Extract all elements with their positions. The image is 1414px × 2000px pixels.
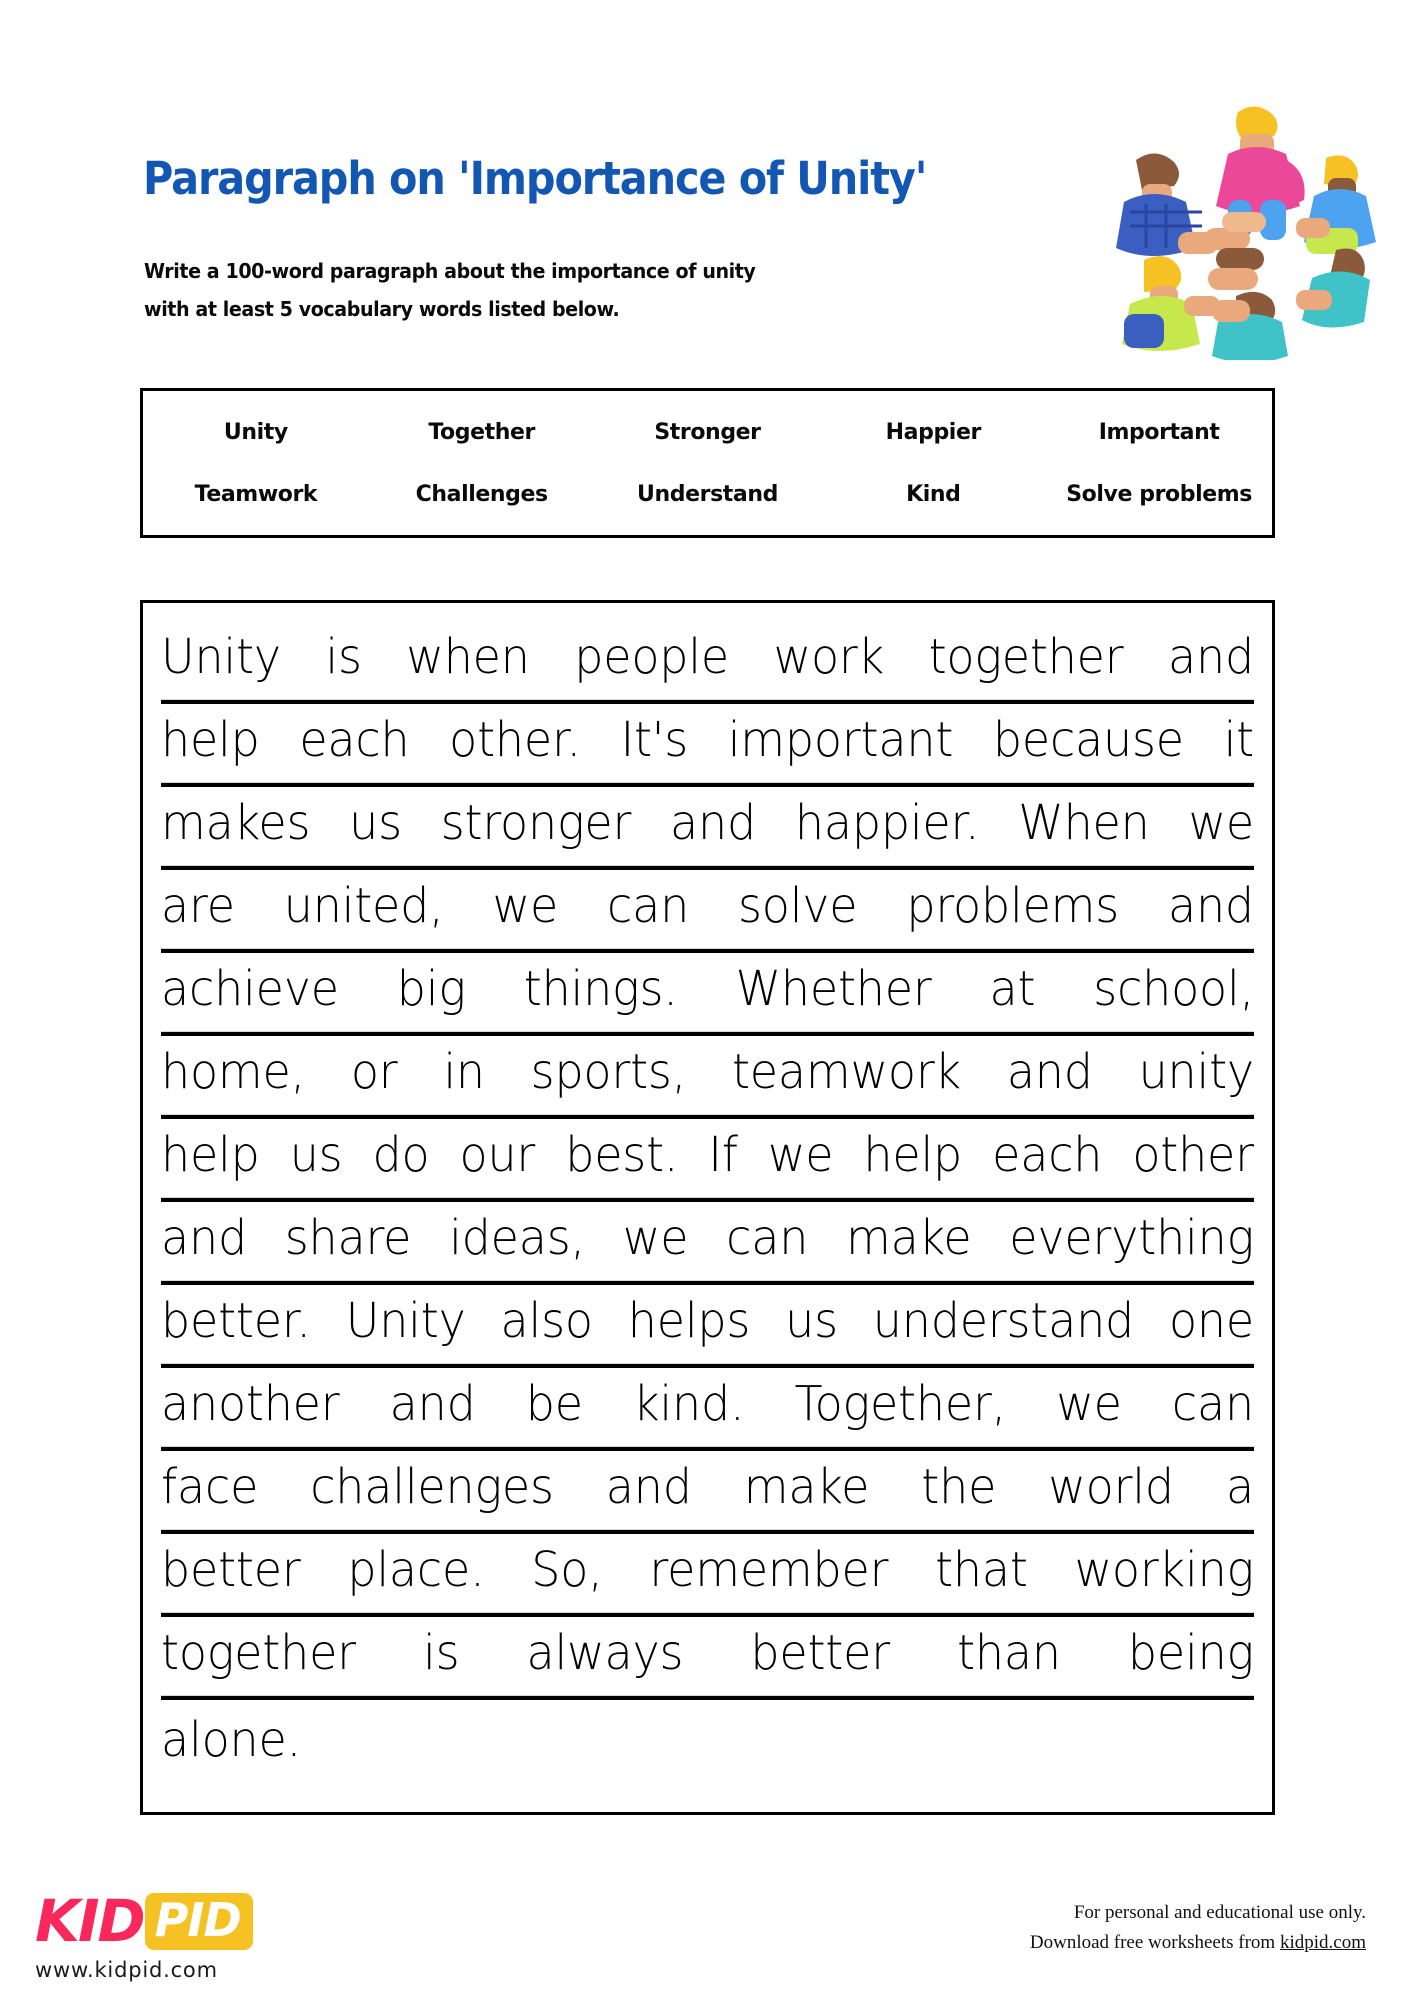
answer-word: better xyxy=(161,1541,301,1598)
logo-website-url: www.kidpid.com xyxy=(35,1958,218,1982)
answer-word: and xyxy=(389,1375,476,1432)
answer-word: always xyxy=(526,1624,684,1681)
vocabulary-row-1 xyxy=(143,401,1272,463)
answer-word: people xyxy=(574,628,729,685)
answer-word: we xyxy=(492,877,559,934)
answer-word: important xyxy=(727,711,954,768)
answer-word: It's xyxy=(620,711,689,768)
answer-word: make xyxy=(743,1458,870,1515)
answer-word: and xyxy=(161,1209,247,1266)
answer-word: and xyxy=(1167,877,1254,934)
answer-word: our xyxy=(459,1126,536,1183)
answer-word: do xyxy=(372,1126,430,1183)
answer-word: each xyxy=(992,1126,1103,1183)
answer-word: is xyxy=(325,628,362,685)
answer-word: that xyxy=(935,1541,1028,1598)
answer-word: teamwork xyxy=(731,1043,961,1100)
answer-word: and xyxy=(605,1458,692,1515)
answer-word: together xyxy=(928,628,1124,685)
answer-line xyxy=(161,1282,1254,1368)
paragraph-writing-area[interactable] xyxy=(140,600,1275,1815)
brand-logo-block[interactable] xyxy=(35,1887,455,1982)
usage-notice-line-1: For personal and educational use only. xyxy=(1073,1902,1366,1923)
answer-word: happier. xyxy=(794,794,980,851)
answer-word: us xyxy=(785,1292,838,1349)
answer-word: When xyxy=(1018,794,1150,851)
answer-line xyxy=(161,867,1254,953)
answer-word: we xyxy=(622,1209,689,1266)
answer-word: Unity xyxy=(345,1292,466,1349)
answer-word: are xyxy=(161,877,235,934)
vocabulary-word: Happier xyxy=(885,419,981,445)
answer-word: achieve xyxy=(161,960,339,1017)
vocabulary-word: Understand xyxy=(637,481,778,507)
answer-word: and xyxy=(1168,628,1254,685)
answer-word: better xyxy=(750,1624,890,1681)
instructions-line-2: with at least 5 vocabulary words listed below. xyxy=(144,297,620,321)
vocabulary-word: Teamwork xyxy=(194,481,318,507)
answer-word: challenges xyxy=(310,1458,554,1515)
answer-word: is xyxy=(423,1624,460,1681)
usage-notice-line-2 xyxy=(1030,1928,1366,1958)
answer-word: each xyxy=(299,711,410,768)
answer-word: kind. xyxy=(632,1375,745,1432)
logo-kid-text: KID xyxy=(35,1887,144,1955)
kidpid-link[interactable]: kidpid.com xyxy=(1279,1932,1366,1953)
vocabulary-word: Unity xyxy=(223,419,288,445)
answer-line xyxy=(161,1448,1254,1534)
answer-word: best. xyxy=(565,1126,679,1183)
answer-word: face xyxy=(161,1458,259,1515)
answer-word: solve xyxy=(737,877,858,934)
answer-word: than xyxy=(957,1624,1061,1681)
vocabulary-word: Stronger xyxy=(654,419,761,445)
answer-word: help xyxy=(863,1126,963,1183)
answer-word: be xyxy=(525,1375,583,1432)
answer-word: understand xyxy=(872,1292,1135,1349)
vocabulary-word: Together xyxy=(428,419,535,445)
answer-word: share xyxy=(284,1209,412,1266)
answer-word: can xyxy=(1171,1375,1254,1432)
answer-word: work xyxy=(773,628,885,685)
answer-word: at xyxy=(989,960,1036,1017)
answer-word: school, xyxy=(1093,960,1254,1017)
answer-word: we xyxy=(1188,794,1254,851)
answer-word: unity xyxy=(1138,1043,1254,1100)
answer-word: home, xyxy=(161,1043,306,1100)
answer-word: when xyxy=(406,628,530,685)
worksheet-header xyxy=(0,0,1414,380)
answer-word: or xyxy=(350,1043,398,1100)
children-hands-together-illustration xyxy=(1100,100,1390,360)
answer-word: sports, xyxy=(530,1043,687,1100)
answer-line xyxy=(161,618,1254,704)
answer-word: help xyxy=(161,711,260,768)
answer-word: Whether xyxy=(735,960,932,1017)
answer-word: a xyxy=(1225,1458,1254,1515)
answer-word: big xyxy=(396,960,466,1017)
answer-word: everything xyxy=(1009,1209,1254,1266)
answer-word: If xyxy=(708,1126,738,1183)
answer-word: also xyxy=(500,1292,593,1349)
vocabulary-word: Solve problems xyxy=(1066,481,1252,507)
answer-word: So, xyxy=(531,1541,603,1598)
answer-word: can xyxy=(726,1209,809,1266)
answer-word: other. xyxy=(449,711,581,768)
answer-word: makes xyxy=(161,794,311,851)
answer-word: helps xyxy=(627,1292,751,1349)
answer-word: working xyxy=(1074,1541,1254,1598)
answer-word: us xyxy=(289,1126,343,1183)
answer-word: Unity xyxy=(161,628,281,685)
answer-line xyxy=(161,1199,1254,1285)
kidpid-logo[interactable] xyxy=(35,1887,455,1955)
answer-word: we xyxy=(767,1126,834,1183)
answer-word: things. xyxy=(523,960,678,1017)
answer-word: and xyxy=(1006,1043,1093,1100)
answer-word: place. xyxy=(347,1541,485,1598)
paragraph-answer-text xyxy=(161,621,1254,1783)
answer-word: help xyxy=(161,1126,260,1183)
answer-word: we xyxy=(1056,1375,1122,1432)
answer-word: the xyxy=(921,1458,997,1515)
answer-word: can xyxy=(607,877,690,934)
answer-line xyxy=(161,1033,1254,1119)
answer-word: united, xyxy=(283,877,444,934)
answer-word: stronger xyxy=(440,794,632,851)
answer-word: world xyxy=(1048,1458,1174,1515)
answer-word: it xyxy=(1223,711,1254,768)
answer-word: problems xyxy=(906,877,1120,934)
vocabulary-word: Important xyxy=(1098,419,1220,445)
answer-word: other xyxy=(1132,1126,1254,1183)
answer-word: and xyxy=(670,794,756,851)
answer-word: better. xyxy=(161,1292,311,1349)
vocabulary-word: Kind xyxy=(906,481,961,507)
answer-word: Together, xyxy=(794,1375,1007,1432)
page-footer xyxy=(0,1880,1414,2000)
answer-line xyxy=(161,784,1254,870)
answer-line xyxy=(161,1531,1254,1617)
answer-word: in xyxy=(443,1043,485,1100)
answer-word: one xyxy=(1168,1292,1254,1349)
answer-word: another xyxy=(161,1375,340,1432)
usage-notice-prefix: Download free worksheets from xyxy=(1029,1932,1280,1953)
answer-line xyxy=(161,701,1254,787)
vocabulary-word-bank xyxy=(140,388,1275,538)
answer-word: because xyxy=(992,711,1184,768)
instructions-text xyxy=(144,252,755,328)
answer-line xyxy=(161,1116,1254,1202)
answer-line-text: alone. xyxy=(161,1697,301,1783)
answer-line xyxy=(161,1614,1254,1700)
answer-line xyxy=(161,950,1254,1036)
vocabulary-word: Challenges xyxy=(415,481,548,507)
instructions-line-1: Write a 100-word paragraph about the importance of unity xyxy=(144,259,756,283)
answer-word: us xyxy=(349,794,402,851)
answer-word: remember xyxy=(649,1541,889,1598)
answer-line xyxy=(161,1697,1254,1783)
vocabulary-row-2 xyxy=(143,463,1272,525)
answer-word: being xyxy=(1127,1624,1254,1681)
page-title: Paragraph on 'Importance of Unity' xyxy=(143,152,927,205)
answer-word: ideas, xyxy=(449,1209,585,1266)
logo-pid-badge: PID xyxy=(145,1893,253,1950)
usage-notice xyxy=(1030,1898,1366,1958)
answer-line xyxy=(161,1365,1254,1451)
answer-word: together xyxy=(161,1624,356,1681)
answer-word: make xyxy=(845,1209,972,1266)
